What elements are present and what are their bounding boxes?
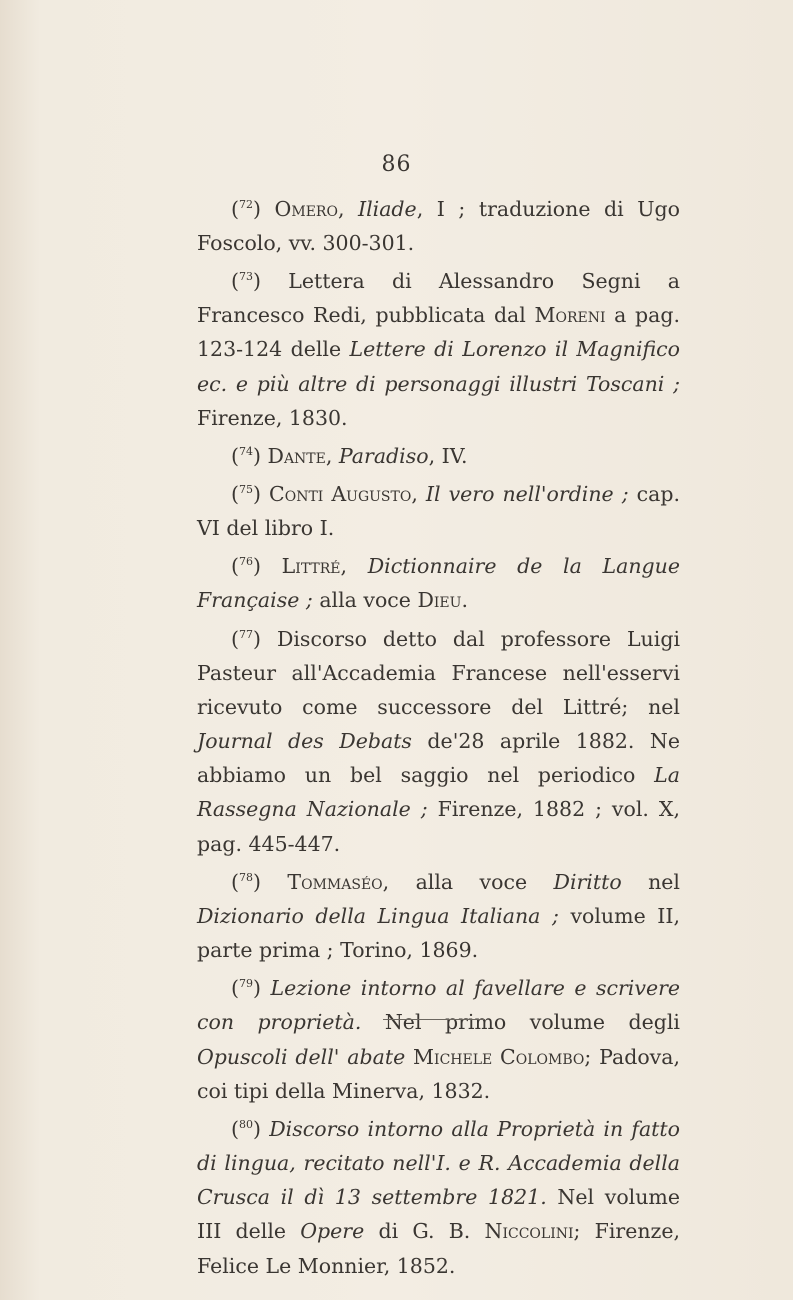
footnote-text: Nel volume III delle (197, 1185, 680, 1244)
footnote-text: Dizionario della Lingua Italiana ; (197, 903, 559, 928)
footnote-text: Dictionnaire de la Langue Française ; (197, 554, 680, 613)
footnote-text: Tommaséo (287, 869, 383, 894)
footnote-text: Omero (274, 196, 338, 221)
footnote-number: 75 (239, 483, 253, 497)
footnote-79: ($^{79}$) Lezione intorno al favellare e scrivere con proprietà. Nel primo volume degli Opuscoli dell' abate Michele Colombo; Padova, coi tipi della Minerva, 1832. (197, 976, 681, 1103)
footnote-text: ; Firenze, Felice Le Monnier, 1852. (197, 1219, 681, 1278)
footnote-text: Opere (300, 1219, 365, 1244)
footnote-text: , (411, 481, 426, 506)
footnote-text: a pag. 123-124 delle (197, 303, 680, 362)
footnote-text: La Rassegna Nazionale ; (197, 763, 680, 822)
footnote-text: Nel primo volume degli (361, 1010, 680, 1035)
footnote-text: Diritto (553, 869, 622, 894)
footnote-78: ($^{78}$) Tommaséo, alla voce Diritto nel Dizionario della Lingua Italiana ; volume II, parte prima ; Torino, 1869. (197, 869, 680, 963)
footnote-text: cap. VI del libro I. (197, 481, 680, 541)
footnote-number: 76 (239, 555, 253, 569)
footnote-text: ; Padova, coi tipi della Minerva, 1832. (197, 1044, 680, 1103)
footnote-text: Iliade (358, 196, 417, 221)
footnote-number: 78 (239, 870, 253, 884)
footnote-72: ($^{72}$) Omero, Iliade, I ; traduzione di Ugo Foscolo, vv. 300-301. (197, 196, 680, 256)
footnote-number: 74 (239, 445, 253, 459)
footnote-80: ($^{80}$) Discorso intorno alla Proprietà in fatto di lingua, recitato nell'I. e R. Accademia della Crusca il dì 13 settembre 1821. Nel volume III delle Opere di G. B. Niccolini; Firenze, Felice Le Monnier, 1852. (197, 1116, 681, 1278)
footnote-text: Il vero nell'ordine ; (425, 481, 629, 506)
footnote-text: Dante (267, 443, 326, 468)
footnote-text: nel (621, 869, 680, 894)
footnote-text: alla voce (312, 588, 418, 613)
footnote-76: ($^{76}$) Littré, Dictionnaire de la Langue Française ; alla voce Dieu. (197, 554, 680, 613)
footnote-text: Paradiso (338, 443, 429, 468)
footnote-text: Conti Augusto (269, 481, 412, 506)
footnote-text: Michele Colombo (413, 1044, 585, 1069)
footnote-text: , (340, 554, 368, 579)
footnote-77: ($^{77}$) Discorso detto dal professore Luigi Pasteur all'Accademia Francese nell'esservi ricevuto come successore del Littré; nel Journal des Debats de'28 aprile 1882. Ne abbiamo un bel saggio nel periodico La Rassegna Nazionale ; Firenze, 1882 ; vol. X, pag. 445-447. (197, 626, 680, 856)
footnote-text: Niccolini (484, 1219, 574, 1244)
footnote-text: Firenze, 1830. (197, 405, 348, 430)
footnote-number: 77 (239, 627, 253, 641)
footnote-number: 80 (239, 1117, 253, 1131)
footnote-text: , IV. (428, 443, 468, 468)
footnote-text: . (461, 588, 468, 613)
footnotes (197, 188, 680, 1283)
footnote-text: Journal des Debats (197, 729, 412, 754)
footnote-text (405, 1045, 413, 1069)
footnote-text: Discorso intorno alla Proprietà in fatto di lingua, recitato nell'I. e R. Accademia della Crusca il dì 13 settembre 1821. (197, 1116, 681, 1210)
footnote-text: di G. B. (364, 1219, 485, 1244)
footnote-text: , alla voce (382, 869, 554, 894)
footnote-number: 79 (239, 977, 253, 991)
footnote-text: Discorso detto dal professore Luigi Pasteur all'Accademia Francese nell'esservi ricevuto come successore del Littré; nel (197, 626, 680, 719)
footnote-text: Moreni (534, 303, 606, 328)
footnote-text: volume II, parte prima ; Torino, 1869. (197, 903, 680, 963)
footnote-text: Lezione intorno al favellare e scrivere con proprietà. (197, 976, 681, 1035)
footnote-number: 72 (239, 198, 253, 211)
footnote-text: Lettere di Lorenzo il Magnifico ec. e più altre di personaggi illustri Toscani ; (197, 337, 681, 396)
footnote-75: ($^{75}$) Conti Augusto, Il vero nell'ordine ; cap. VI del libro I. (197, 481, 680, 541)
footnote-text: Dieu (417, 588, 462, 613)
footnote-text: Firenze, 1882 ; vol. X, pag. 445-447. (197, 797, 680, 856)
page-number: 86 (381, 152, 412, 177)
footnote-text: , I ; traduzione di Ugo Foscolo, vv. 300-301. (197, 196, 680, 256)
footnote-text: Littré (281, 554, 341, 579)
footnote-text: , (325, 443, 339, 468)
section-rule (383, 1019, 485, 1020)
footnote-text: , (337, 196, 358, 221)
footnote-text: Opuscoli dell' abate (197, 1044, 406, 1069)
footnote-text: de'28 aprile 1882. Ne abbiamo un bel saggio nel periodico (197, 729, 680, 788)
footnote-73: ($^{73}$) Lettera di Alessandro Segni a Francesco Redi, pubblicata dal Moreni a pag. 123-124 delle Lettere di Lorenzo il Magnifico ec. e più altre di personaggi illustri Toscani ; Firenze, 1830. (197, 269, 681, 430)
footnote-text: Lettera di Alessandro Segni a Francesco Redi, pubblicata dal (197, 269, 681, 328)
footnote-74: ($^{74}$) Dante, Paradiso, IV. (231, 443, 468, 468)
footnote-number: 73 (239, 270, 253, 284)
